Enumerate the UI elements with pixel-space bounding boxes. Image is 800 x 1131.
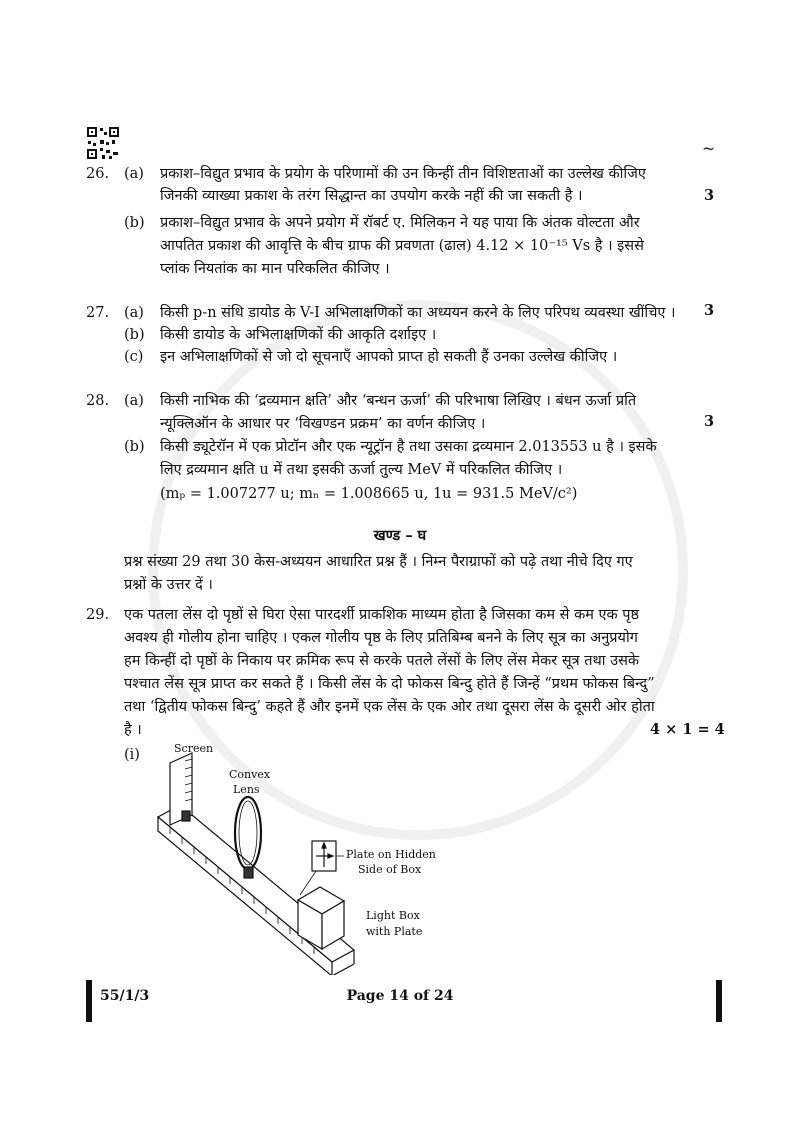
label-lens: Lens — [233, 783, 260, 796]
q26-b-label: (b) — [124, 215, 145, 231]
footer-page: Page 14 of 24 — [346, 988, 454, 1004]
q27-b-line1: किसी डायोड के अभिलाक्षणिकों की आकृति दर्शाइए । — [160, 327, 437, 343]
q29-line3: हम किन्हीं दो पृष्ठों के निकाय पर क्रमिक रूप से करके पतले लेंसों के लिए लेंस मेकर सूत्र तथा उसके — [124, 653, 640, 669]
q28-b-line3: (mₚ = 1.007277 u; mₙ = 1.008665 u, 1u = 931.5 MeV/c²) — [160, 486, 578, 502]
q29-line6: है । — [124, 722, 142, 738]
q29-line4: पश्चात लेंस सूत्र प्राप्त कर सकते हैं । किसी लेंस के दो फोकस बिन्दु होते हैं जिन्हें “प्रथम फोकस बिन्दु” — [124, 676, 655, 692]
q28-a-line2: न्यूक्लिऑन के आधार पर ‘विखण्डन प्रक्रम’ का वर्णन कीजिए । — [160, 416, 486, 432]
footer-code: 55/1/3 — [100, 988, 150, 1004]
q27-c-label: (c) — [124, 349, 144, 365]
q28-marks: 3 — [704, 413, 715, 430]
section-intro-line2: प्रश्नों के उत्तर दें । — [124, 577, 213, 593]
q27-b-label: (b) — [124, 327, 145, 343]
qr-code-icon — [86, 126, 120, 160]
label-screen: Screen — [174, 742, 214, 755]
q27-a-label: (a) — [124, 305, 144, 321]
q27-a-line1: किसी p-n संधि डायोड के V-I अभिलाक्षणिकों का अध्ययन करने के लिए परिपथ व्यवस्था खींचिए । — [160, 305, 676, 321]
label-box-line2: with Plate — [366, 925, 423, 938]
header-tilde: ~ — [702, 139, 716, 158]
q28-b-line1: किसी ड्यूटेरॉन में एक प्रोटॉन और एक न्यूट्रॉन है तथा उसका द्रव्यमान 2.013553 u है । इसके — [160, 439, 657, 455]
q27-marks: 3 — [704, 302, 715, 319]
q28-b-line2: लिए द्रव्यमान क्षति u में तथा इसकी ऊर्जा तुल्य MeV में परिकलित कीजिए । — [160, 462, 563, 478]
label-convex: Convex — [229, 768, 271, 781]
q28-a-line1: किसी नाभिक की ‘द्रव्यमान क्षति’ और ‘बन्धन ऊर्जा’ की परिभाषा लिखिए । बंधन ऊर्जा प्रति — [160, 393, 637, 409]
q29-sub-label: (i) — [124, 747, 140, 763]
q26-number: 26. — [86, 166, 110, 182]
q29-number: 29. — [86, 607, 110, 623]
q29-line1: एक पतला लेंस दो पृष्ठों से घिरा ऐसा पारदर्शी प्राकशिक माध्यम होता है जिसका कम से कम एक पृष्ठ — [124, 607, 640, 623]
q26-a-label: (a) — [124, 166, 144, 182]
q28-number: 28. — [86, 393, 110, 409]
q26-b-line1: प्रकाश–विद्युत प्रभाव के अपने प्रयोग में रॉबर्ट ए. मिलिकन ने यह पाया कि अंतक वोल्टता और — [160, 215, 640, 231]
q26-a-line2: जिनकी व्याख्या प्रकाश के तरंग सिद्धान्त का उपयोग करके नहीं की जा सकती है । — [160, 188, 583, 204]
q26-b-line2: आपतित प्रकाश की आवृत्ति के बीच ग्राफ की प्रवणता (ढाल) 4.12 × 10⁻¹⁵ Vs है । इससे — [160, 238, 644, 254]
q29-marks: 4 × 1 = 4 — [650, 721, 725, 738]
q28-a-label: (a) — [124, 393, 144, 409]
q27-number: 27. — [86, 305, 110, 321]
section-title: खण्ड – घ — [373, 527, 427, 544]
q26-marks: 3 — [704, 187, 715, 204]
q26-b-line3: प्लांक नियतांक का मान परिकलित कीजिए । — [160, 261, 390, 277]
q28-b-label: (b) — [124, 439, 145, 455]
q29-line5: तथा ‘द्वितीय फोकस बिन्दु’ कहते हैं और इनमें एक लेंस के एक ओर तथा दूसरा लेंस के दूसरी ओर होता — [124, 699, 655, 715]
q26-a-line1: प्रकाश–विद्युत प्रभाव के प्रयोग के परिणामों की उन किन्हीं तीन विशिष्टताओं का उल्लेख कीजिए — [160, 166, 646, 182]
q27-c-line1: इन अभिलाक्षणिकों से जो दो सूचनाएँ आपको प्राप्त हो सकती हैं उनका उल्लेख कीजिए । — [160, 349, 618, 365]
footer-bar-right — [716, 980, 722, 1022]
label-plate-line1: Plate on Hidden — [346, 848, 436, 861]
section-intro-line1: प्रश्न संख्या 29 तथा 30 केस-अध्ययन आधारित प्रश्न हैं । निम्न पैराग्राफों को पढ़े तथा नीचे दिए गए — [124, 554, 633, 570]
q29-line2: अवश्य ही गोलीय होना चाहिए । एकल गोलीय पृष्ठ के लिए प्रतिबिम्ब बनने के लिए सूत्र का अनुप्रयोग — [124, 630, 638, 646]
label-plate-line2: Side of Box — [358, 863, 422, 876]
label-box-line1: Light Box — [366, 909, 420, 922]
